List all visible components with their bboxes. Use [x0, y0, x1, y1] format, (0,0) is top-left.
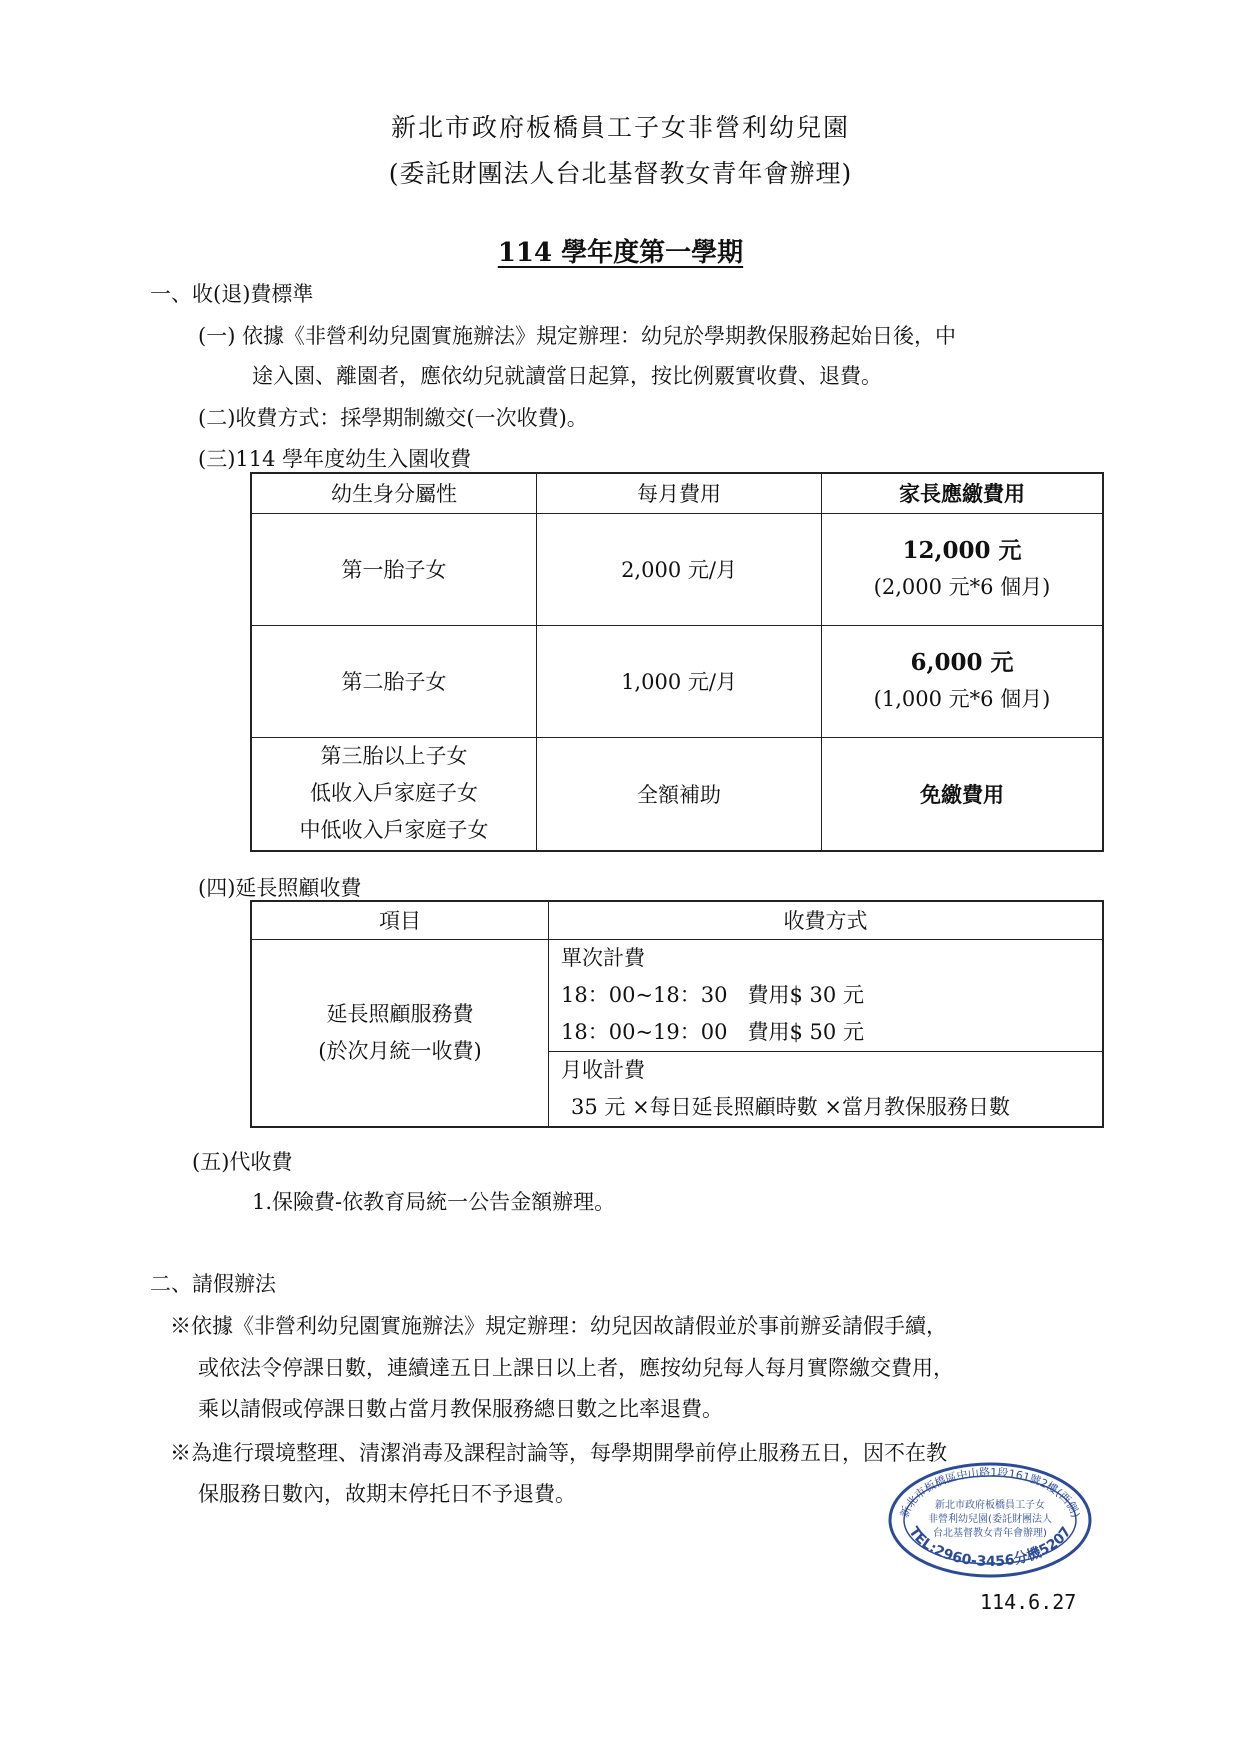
per-use-cell — [549, 939, 1104, 1051]
seal-name-line: 非營利幼兒園(委託財團法人 — [928, 1514, 1052, 1525]
fee-total: 12,000 元 — [902, 537, 1022, 564]
fee-header-identity: 幼生身分屬性 — [251, 473, 537, 513]
item5: (五)代收費 — [192, 1150, 293, 1174]
table-row — [251, 513, 1103, 625]
fee-total-cell — [822, 625, 1104, 737]
monthly-formula: 35 元 ×每日延長照顧時數 ×當月教保服務日數 — [571, 1094, 1010, 1119]
fee-identity: 第二胎子女 — [251, 625, 537, 737]
item5-1: 1.保險費-依教育局統一公告金額辦理。 — [252, 1190, 616, 1214]
fee-total: 免繳費用 — [822, 737, 1104, 851]
care-table — [250, 900, 1104, 1128]
note2-line1: ※為進行環境整理、清潔消毒及課程討論等，每學期開學前停止服務五日，因不在教 — [170, 1441, 947, 1465]
organization-seal — [885, 1458, 1095, 1582]
document-date: 114.6.27 — [980, 1590, 1077, 1614]
fee-table — [250, 472, 1104, 852]
note1-line3: 乘以請假或停課日數占當月教保服務總日數之比率退費。 — [198, 1397, 723, 1421]
table-row — [251, 737, 1103, 851]
monthly-title: 月收計費 — [561, 1057, 645, 1082]
item1-line2: 途入園、離園者，應依幼兒就讀當日起算，按比例覈實收費、退費。 — [252, 364, 882, 388]
fee-detail: (1,000 元*6 個月) — [873, 687, 1051, 711]
fee-monthly: 全額補助 — [537, 737, 822, 851]
document-title: 新北市政府板橋員工子女非營利幼兒園 — [390, 113, 850, 142]
care-service-note: (於次月統一收費) — [318, 1038, 482, 1063]
note2-line2: 保服務日數內，故期末停托日不予退費。 — [198, 1482, 576, 1506]
per-use-line: 18：00~18：30 費用$ 30 元 — [561, 982, 864, 1007]
monthly-cell — [549, 1051, 1104, 1127]
fee-total-cell — [822, 513, 1104, 625]
fee-detail: (2,000 元*6 個月) — [873, 575, 1051, 599]
document-subtitle: (委託財團法人台北基督教女青年會辦理) — [388, 159, 853, 188]
fee-monthly: 1,000 元/月 — [537, 625, 822, 737]
fee-total: 6,000 元 — [910, 649, 1014, 676]
section2-heading: 二、請假辦法 — [150, 1272, 276, 1296]
care-header-method: 收費方式 — [549, 901, 1104, 939]
seal-address: 新北市板橋區中山路1段161號2樓(西側) — [897, 1465, 1083, 1520]
fee-header-total: 家長應繳費用 — [822, 473, 1104, 513]
note1-line1: ※依據《非營利幼兒園實施辦法》規定辦理：幼兒因故請假並於事前辦妥請假手續， — [170, 1314, 947, 1338]
fee-header-monthly: 每月費用 — [537, 473, 822, 513]
table-row — [251, 625, 1103, 737]
seal-name-line: 新北市政府板橋員工子女 — [935, 1500, 1045, 1511]
item3: (三)114 學年度幼生入園收費 — [198, 447, 472, 471]
identity-line: 第三胎以上子女 — [320, 744, 468, 769]
care-header-item: 項目 — [251, 901, 549, 939]
identity-line: 低收入戶家庭子女 — [310, 781, 478, 806]
item4: (四)延長照顧收費 — [198, 876, 362, 900]
fee-identity — [251, 737, 537, 851]
svg-text:新北市板橋區中山路1段161號2樓(西側) — [898, 1466, 1082, 1519]
term-title: 114 學年度第一學期 — [497, 238, 744, 268]
fee-monthly: 2,000 元/月 — [537, 513, 822, 625]
seal-tel: TEL:2960-3456分機5207 — [905, 1524, 1075, 1571]
care-service-name: 延長照顧服務費 — [326, 1001, 474, 1026]
seal-name-line: 台北基督教女青年會辦理) — [933, 1528, 1047, 1539]
item1-line1: (一) 依據《非營利幼兒園實施辦法》規定辦理：幼兒於學期教保服務起始日後，中 — [198, 324, 957, 348]
table-row — [251, 939, 1103, 1051]
item2: (二)收費方式：採學期制繳交(一次收費)。 — [198, 406, 588, 430]
fee-identity: 第一胎子女 — [251, 513, 537, 625]
section1-heading: 一、收(退)費標準 — [150, 282, 314, 306]
care-service-cell — [251, 939, 549, 1127]
per-use-title: 單次計費 — [561, 945, 645, 970]
per-use-line: 18：00~19：00 費用$ 50 元 — [561, 1019, 864, 1044]
identity-line: 中低收入戶家庭子女 — [299, 818, 489, 843]
note1-line2: 或依法令停課日數，連續達五日上課日以上者，應按幼兒每人每月實際繳交費用， — [198, 1356, 954, 1380]
